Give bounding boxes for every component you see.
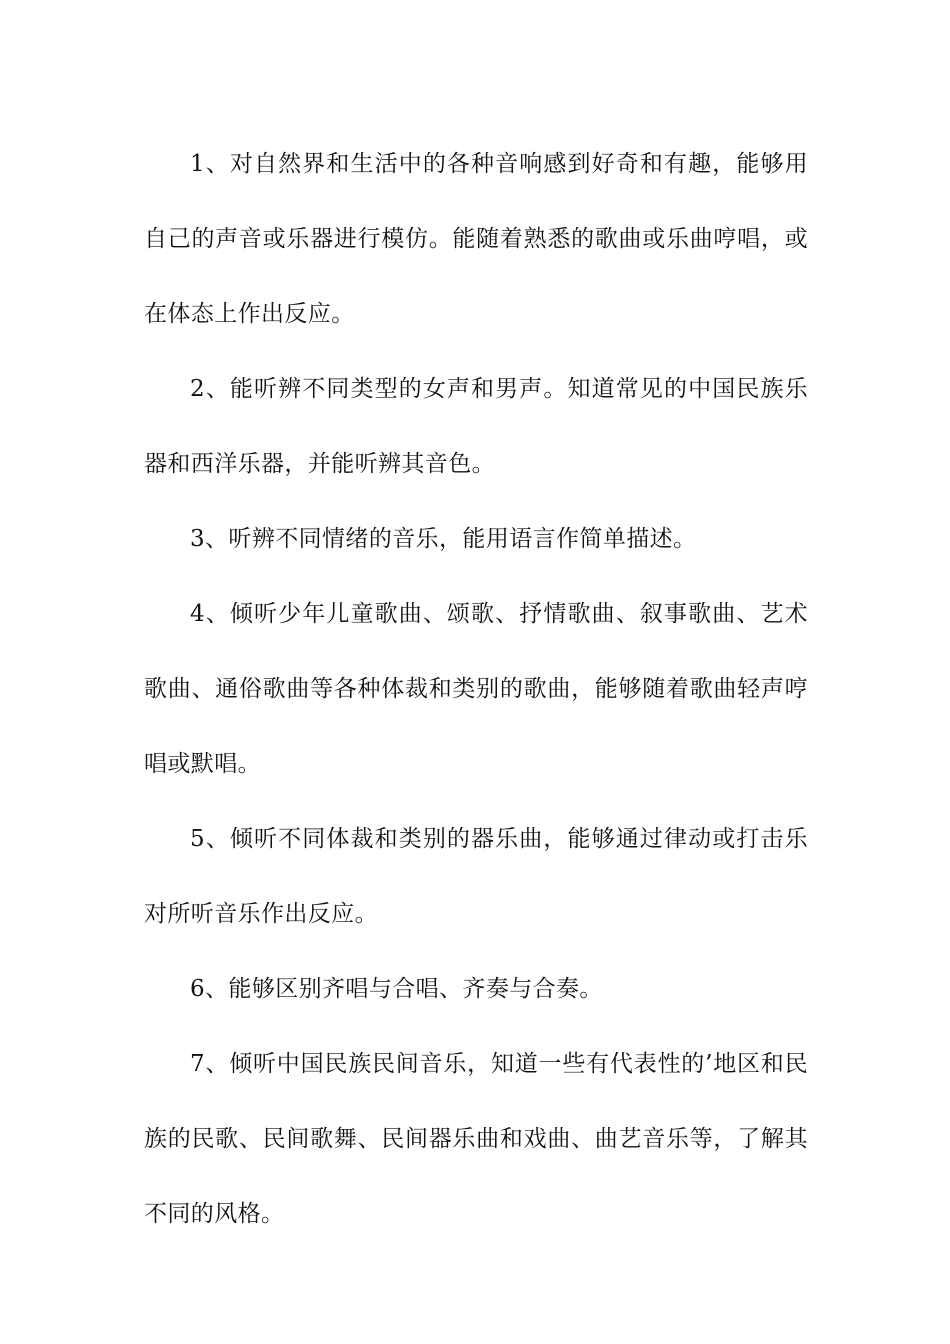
paragraph-7: 7、倾听中国民族民间音乐，知道一些有代表性的’地区和民族的民歌、民间歌舞、民间器乐曲和戏曲、曲艺音乐等，了解其不同的风格。 — [144, 1051, 808, 1227]
paragraph-6: 6、能够区别齐唱与合唱、齐奏与合奏。 — [190, 976, 603, 1002]
paragraph-2: 2、能听辨不同类型的女声和男声。知道常见的中国民族乐器和西洋乐器，并能听辨其音色。 — [144, 376, 808, 477]
document-body — [144, 127, 808, 1252]
paragraph-3: 3、听辨不同情绪的音乐，能用语言作简单描述。 — [190, 526, 697, 552]
paragraph-1: 1、对自然界和生活中的各种音响感到好奇和有趣，能够用自己的声音或乐器进行模仿。能随着熟悉的歌曲或乐曲哼唱，或在体态上作出反应。 — [144, 151, 808, 327]
paragraph-5: 5、倾听不同体裁和类别的器乐曲，能够通过律动或打击乐对所听音乐作出反应。 — [144, 826, 808, 927]
paragraph-4: 4、倾听少年儿童歌曲、颂歌、抒情歌曲、叙事歌曲、艺术歌曲、通俗歌曲等各种体裁和类别的歌曲，能够随着歌曲轻声哼唱或默唱。 — [144, 601, 808, 777]
